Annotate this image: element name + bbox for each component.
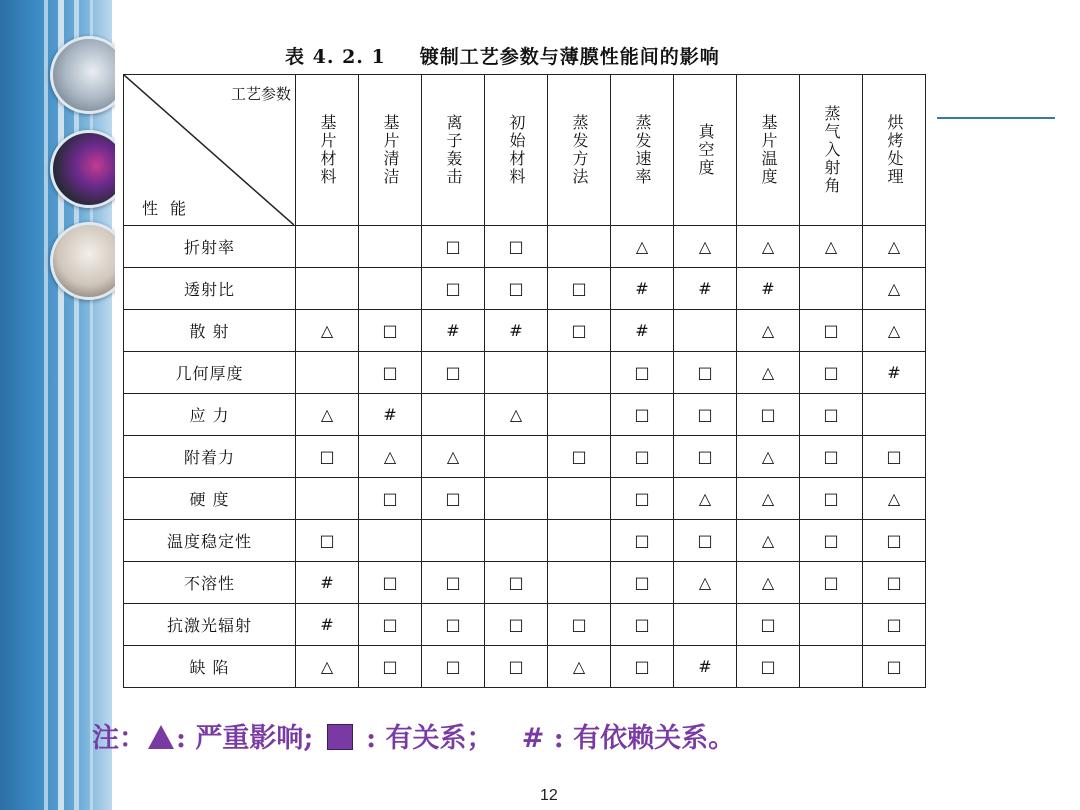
table-corner-cell	[124, 75, 296, 226]
table-cell: △	[485, 394, 548, 436]
table-cell	[359, 226, 422, 268]
table-cell: △	[737, 436, 800, 478]
table-cell: #	[674, 268, 737, 310]
table-cell	[296, 352, 359, 394]
table-cell: □	[548, 436, 611, 478]
table-number: 表 4. 2. 1	[285, 46, 386, 68]
table-cell: □	[863, 520, 926, 562]
column-header-label: 基片温度	[759, 114, 778, 186]
table-cell	[296, 478, 359, 520]
table-cell: #	[359, 394, 422, 436]
table-cell: □	[359, 646, 422, 688]
table-row	[124, 436, 926, 478]
table-cell: □	[485, 268, 548, 310]
table-cell	[674, 310, 737, 352]
row-label: 硬 度	[124, 478, 296, 520]
table-cell	[548, 520, 611, 562]
table-row	[124, 562, 926, 604]
column-header	[674, 75, 737, 226]
table-cell: □	[611, 478, 674, 520]
table-cell: □	[296, 520, 359, 562]
table-cell: □	[863, 436, 926, 478]
table-cell	[485, 436, 548, 478]
column-header	[422, 75, 485, 226]
table-cell: □	[422, 646, 485, 688]
row-label: 散 射	[124, 310, 296, 352]
table-row	[124, 520, 926, 562]
table-cell: △	[674, 562, 737, 604]
table-cell: #	[422, 310, 485, 352]
row-label: 不溶性	[124, 562, 296, 604]
column-header-label: 真空度	[696, 123, 715, 177]
table-cell: □	[422, 226, 485, 268]
table-cell	[422, 520, 485, 562]
table-cell: □	[359, 310, 422, 352]
table-row	[124, 604, 926, 646]
table-cell	[359, 520, 422, 562]
table-cell: △	[863, 268, 926, 310]
column-header-label: 蒸发速率	[633, 114, 652, 186]
column-header-label: 蒸气入射角	[822, 105, 841, 195]
table-cell	[548, 226, 611, 268]
table-cell: □	[548, 310, 611, 352]
table-cell: △	[422, 436, 485, 478]
row-label: 透射比	[124, 268, 296, 310]
table-cell: △	[863, 478, 926, 520]
table-cell	[800, 646, 863, 688]
legend-hash-text: : 有依赖关系。	[544, 723, 736, 754]
table-cell: □	[800, 310, 863, 352]
table-cell: □	[863, 646, 926, 688]
process-property-table	[123, 74, 926, 688]
row-label: 温度稳定性	[124, 520, 296, 562]
table-cell: □	[800, 478, 863, 520]
table-cell: □	[485, 604, 548, 646]
row-label: 几何厚度	[124, 352, 296, 394]
table-cell: □	[800, 436, 863, 478]
legend-prefix: 注：	[92, 723, 146, 754]
table-cell: □	[611, 604, 674, 646]
table-row	[124, 310, 926, 352]
column-header-label: 初始材料	[507, 114, 526, 186]
row-label: 应 力	[124, 394, 296, 436]
legend-triangle-text: : 严重影响;	[176, 723, 314, 754]
table-cell: □	[611, 562, 674, 604]
table-cell	[296, 226, 359, 268]
accent-line	[937, 117, 1055, 119]
table-cell: □	[548, 268, 611, 310]
table-caption: 镀制工艺参数与薄膜性能间的影响	[419, 46, 720, 68]
row-label: 附着力	[124, 436, 296, 478]
table-cell: □	[422, 268, 485, 310]
table-cell: □	[737, 604, 800, 646]
table-cell: □	[359, 352, 422, 394]
table-cell: □	[611, 352, 674, 394]
table-cell: □	[422, 562, 485, 604]
table-cell: △	[674, 478, 737, 520]
column-header-label: 离子轰击	[444, 114, 463, 186]
table-cell	[548, 478, 611, 520]
table-cell: □	[737, 646, 800, 688]
table-cell: △	[737, 520, 800, 562]
column-header	[737, 75, 800, 226]
legend-square-text: : 有关系；	[356, 723, 494, 754]
table-cell	[485, 352, 548, 394]
table-cell: □	[296, 436, 359, 478]
table-cell: #	[863, 352, 926, 394]
table-cell: △	[737, 352, 800, 394]
table-cell	[548, 394, 611, 436]
table-cell: □	[422, 352, 485, 394]
table-row	[124, 646, 926, 688]
corner-process-label: 工艺参数	[230, 85, 291, 103]
legend-note	[92, 716, 735, 755]
table-cell: □	[611, 646, 674, 688]
table-cell: △	[800, 226, 863, 268]
table-cell: #	[611, 268, 674, 310]
table-cell	[863, 394, 926, 436]
table-cell: △	[737, 562, 800, 604]
table-cell: △	[737, 226, 800, 268]
column-header	[359, 75, 422, 226]
table-cell: △	[674, 226, 737, 268]
table-cell: □	[548, 604, 611, 646]
table-title	[285, 42, 720, 69]
column-header-label: 基片清洁	[381, 114, 400, 186]
table-cell	[548, 562, 611, 604]
table-cell: □	[485, 646, 548, 688]
column-header	[611, 75, 674, 226]
table-cell	[548, 352, 611, 394]
table-cell: □	[359, 562, 422, 604]
table-cell: △	[737, 478, 800, 520]
table-cell: △	[296, 646, 359, 688]
triangle-icon	[148, 725, 174, 749]
table-cell: □	[611, 394, 674, 436]
table-cell	[800, 604, 863, 646]
column-header-label: 蒸发方法	[570, 114, 589, 186]
table-cell: □	[611, 520, 674, 562]
table-cell: #	[737, 268, 800, 310]
table-cell: △	[296, 310, 359, 352]
column-header-label: 基片材料	[318, 114, 337, 186]
table-cell: □	[611, 436, 674, 478]
table-figure	[115, 22, 935, 712]
table-cell	[674, 604, 737, 646]
table-row	[124, 352, 926, 394]
legend-hash-symbol: #	[521, 723, 545, 754]
table-cell	[422, 394, 485, 436]
table-cell: □	[674, 394, 737, 436]
table-cell	[296, 268, 359, 310]
column-header-label: 烘烤处理	[885, 114, 904, 186]
table-cell: △	[611, 226, 674, 268]
row-label: 抗激光辐射	[124, 604, 296, 646]
table-cell: □	[800, 520, 863, 562]
table-row	[124, 268, 926, 310]
table-cell: △	[359, 436, 422, 478]
table-cell: □	[800, 352, 863, 394]
table-cell: □	[485, 226, 548, 268]
decorative-side-strip	[0, 0, 112, 810]
table-cell: □	[863, 562, 926, 604]
table-cell: □	[800, 562, 863, 604]
table-cell: □	[737, 394, 800, 436]
table-cell	[485, 520, 548, 562]
row-label: 缺 陷	[124, 646, 296, 688]
table-cell	[359, 268, 422, 310]
table-cell: □	[485, 562, 548, 604]
table-cell: □	[674, 436, 737, 478]
page-number: 12	[540, 787, 558, 804]
table-cell: #	[296, 562, 359, 604]
table-cell: △	[863, 310, 926, 352]
table-cell: #	[674, 646, 737, 688]
square-icon	[327, 724, 353, 750]
table-cell: □	[422, 478, 485, 520]
table-cell: □	[674, 520, 737, 562]
table-cell: □	[359, 604, 422, 646]
table-cell: □	[674, 352, 737, 394]
table-cell: #	[611, 310, 674, 352]
table-cell: △	[548, 646, 611, 688]
table-cell: □	[863, 604, 926, 646]
table-row	[124, 394, 926, 436]
table-cell	[800, 268, 863, 310]
table-cell: △	[296, 394, 359, 436]
table-body	[124, 226, 926, 688]
table-row	[124, 226, 926, 268]
column-header	[296, 75, 359, 226]
column-header	[485, 75, 548, 226]
table-cell: □	[800, 394, 863, 436]
table-cell	[485, 478, 548, 520]
table-row	[124, 478, 926, 520]
corner-property-label: 性能	[142, 199, 199, 218]
table-cell: □	[359, 478, 422, 520]
row-label: 折射率	[124, 226, 296, 268]
table-cell: △	[737, 310, 800, 352]
column-header	[548, 75, 611, 226]
column-header	[863, 75, 926, 226]
table-header-row	[124, 75, 926, 226]
column-header	[800, 75, 863, 226]
table-cell: #	[485, 310, 548, 352]
table-cell: △	[863, 226, 926, 268]
table-cell: □	[422, 604, 485, 646]
table-cell: #	[296, 604, 359, 646]
